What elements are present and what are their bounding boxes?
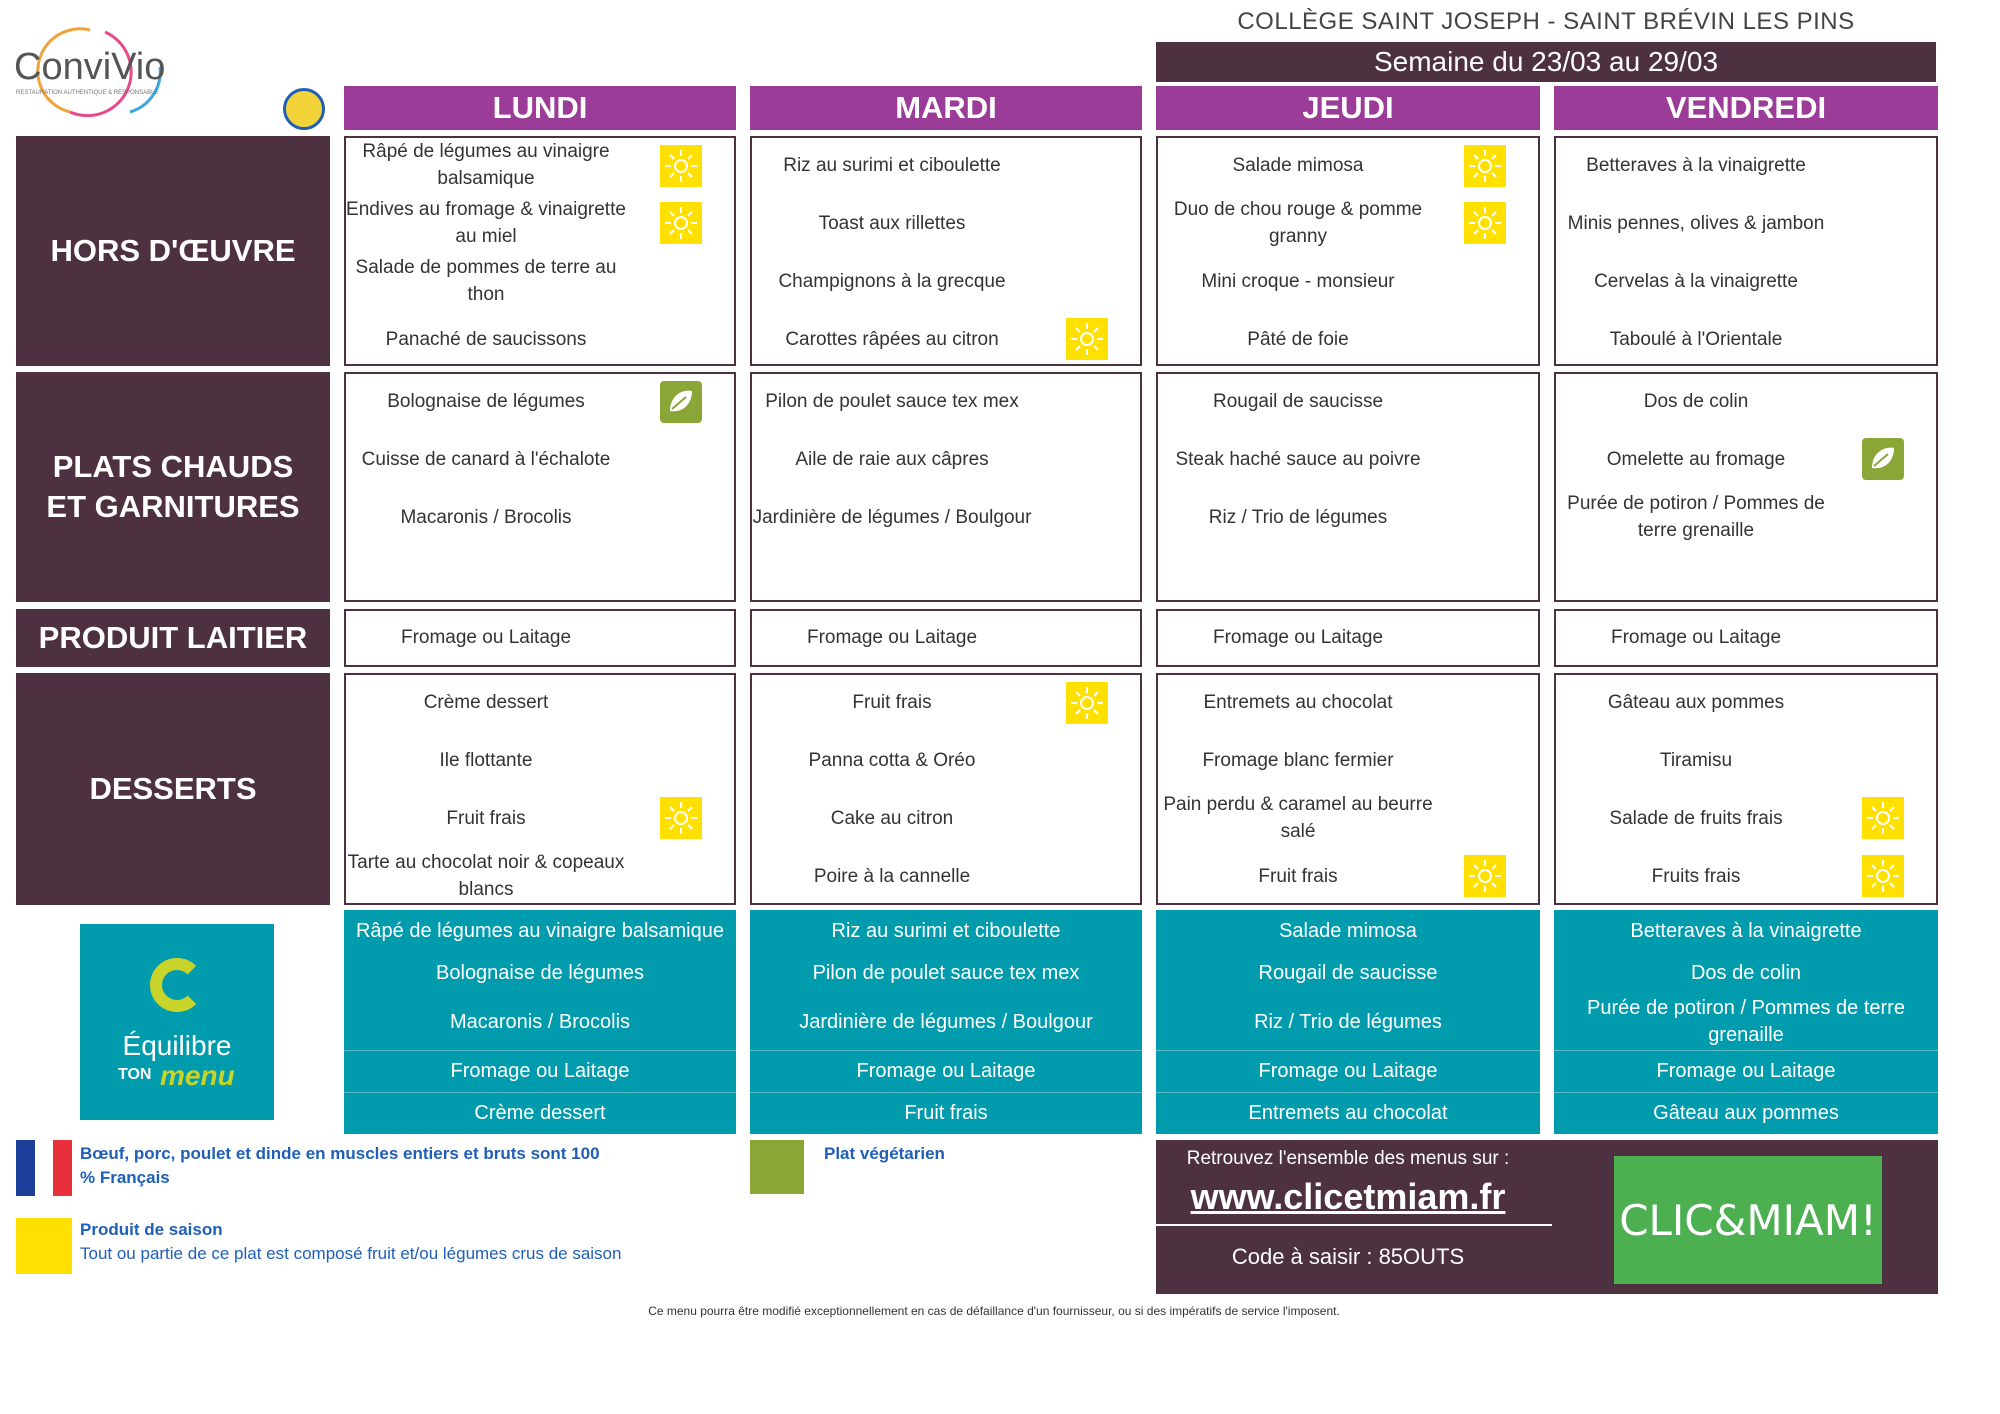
dish: Riz / Trio de légumes	[1208, 506, 1388, 528]
equilibre-label: Équilibre	[122, 1030, 232, 1061]
promo-intro: Retrouvez l'ensemble des menus sur :	[1186, 1148, 1510, 1169]
dish: Salade de fruits frais	[1609, 807, 1783, 829]
equilibre-item: Macaronis / Brocolis	[449, 1010, 631, 1033]
cell-vendredi-plats	[1554, 372, 1938, 602]
equilibre-item: Bolognaise de légumes	[436, 961, 644, 984]
dish: Fruits frais	[1651, 865, 1741, 887]
equilibre-item: Fruit frais	[904, 1101, 988, 1124]
brand-name: ConviVio	[14, 46, 166, 88]
equilibre-item: Riz au surimi et ciboulette	[831, 919, 1061, 942]
clicetmiam-promo	[1156, 1140, 1938, 1294]
dish: Betteraves à la vinaigrette	[1586, 154, 1806, 176]
equilibre-item: Entremets au chocolat	[1248, 1101, 1448, 1124]
sun-icon	[1464, 202, 1506, 244]
dish: Riz au surimi et ciboulette	[783, 154, 1001, 176]
legend-season-text: Tout ou partie de ce plat est composé fruit et/ou légumes crus de saison	[80, 1244, 622, 1263]
dish: Macaronis / Brocolis	[400, 506, 572, 528]
dish: Poire à la cannelle	[813, 865, 971, 887]
convivio-logo	[10, 12, 190, 122]
equilibre-item: Gâteau aux pommes	[1653, 1101, 1839, 1124]
day-header-vendredi: VENDREDI	[1554, 86, 1938, 130]
cell-jeudi-plats	[1156, 372, 1540, 602]
footer-disclaimer: Ce menu pourra être modifié exceptionnellement en cas de défaillance d'un fournisseur, ou si des impératifs de service l'imposent.	[648, 1304, 1340, 1318]
dish: Fromage ou Laitage	[806, 626, 978, 648]
equilibre-vendredi	[1554, 910, 1938, 1134]
sun-icon	[660, 145, 702, 187]
dish: Fruit frais	[1258, 865, 1338, 887]
dish: Champignons à la grecque	[778, 270, 1006, 292]
cell-mardi-hors	[750, 136, 1142, 366]
equilibre-menu: menu	[160, 1060, 235, 1091]
sun-icon	[1066, 682, 1108, 724]
equilibre-ton-menu-logo	[80, 924, 274, 1120]
school-name: COLLÈGE SAINT JOSEPH - SAINT BRÉVIN LES PINS	[1237, 8, 1855, 35]
dish: Pain perdu & caramel au beurre salé	[1163, 794, 1433, 842]
dish: Salade mimosa	[1232, 154, 1364, 176]
cell-vendredi-desserts	[1554, 673, 1938, 905]
dish: Cervelas à la vinaigrette	[1594, 270, 1798, 292]
cell-jeudi-laitier	[1156, 609, 1540, 667]
category-plats-chauds	[16, 372, 330, 602]
dish: Râpé de légumes au vinaigre balsamique	[362, 141, 610, 189]
leaf-icon	[1862, 438, 1904, 480]
dish: Endives au fromage & vinaigrette au miel	[346, 199, 626, 247]
leaf-icon	[750, 1140, 804, 1194]
equilibre-c-icon	[150, 958, 204, 1012]
category-hors-doeuvre: HORS D'ŒUVRE	[16, 136, 330, 366]
equilibre-item: Betteraves à la vinaigrette	[1630, 919, 1862, 942]
equilibre-mardi	[750, 910, 1142, 1134]
equilibre-item: Jardinière de légumes / Boulgour	[799, 1010, 1093, 1033]
dish: Minis pennes, olives & jambon	[1567, 212, 1825, 234]
dish: Cake au citron	[830, 807, 954, 829]
dish: Toast aux rillettes	[818, 212, 966, 234]
dish: Fruit frais	[852, 691, 932, 713]
dish: Steak haché sauce au poivre	[1175, 448, 1421, 470]
brand-tagline: RESTAURATION AUTHENTIQUE & RESPONSABLE	[16, 90, 159, 96]
equilibre-item: Salade mimosa	[1279, 919, 1417, 942]
cell-lundi-hors	[344, 136, 736, 366]
sun-icon	[1066, 318, 1108, 360]
cell-lundi-desserts	[344, 673, 736, 905]
day-header-jeudi: JEUDI	[1156, 86, 1540, 130]
equilibre-item: Fromage ou Laitage	[450, 1059, 630, 1082]
dish: Salade de pommes de terre au thon	[355, 257, 617, 305]
dish: Fromage ou Laitage	[400, 626, 572, 648]
dish: Carottes râpées au citron	[785, 328, 999, 350]
sun-icon	[16, 1218, 72, 1274]
equilibre-item: Fromage ou Laitage	[1656, 1059, 1836, 1082]
promo-url-link[interactable]: www.clicetmiam.fr	[1190, 1176, 1506, 1217]
week-banner: Semaine du 23/03 au 29/03	[1156, 42, 1936, 82]
promo-divider	[1156, 1224, 1552, 1226]
legend-vegetarian: Plat végétarien	[824, 1144, 945, 1163]
equilibre-lundi	[344, 910, 736, 1134]
dish: Tiramisu	[1659, 749, 1733, 771]
dish: Fromage blanc fermier	[1202, 749, 1394, 771]
dish: Pilon de poulet sauce tex mex	[765, 390, 1019, 412]
dish: Gâteau aux pommes	[1607, 691, 1785, 713]
dish: Omelette au fromage	[1606, 448, 1786, 470]
sun-icon	[660, 797, 702, 839]
cell-mardi-laitier	[750, 609, 1142, 667]
dish: Pâté de foie	[1247, 328, 1349, 350]
legend-origin: Bœuf, porc, poulet et dinde en muscles entiers et bruts sont 100 % Français	[80, 1144, 600, 1187]
dish: Purée de potiron / Pommes de terre grenaille	[1567, 493, 1825, 541]
equilibre-item: Fromage ou Laitage	[1258, 1059, 1438, 1082]
reseau-badge-icon	[283, 88, 325, 130]
dish: Tarte au chocolat noir & copeaux blancs	[347, 852, 625, 900]
dish: Bolognaise de légumes	[387, 390, 585, 412]
equilibre-item: Rougail de saucisse	[1258, 961, 1438, 984]
sun-icon	[1464, 145, 1506, 187]
equilibre-item: Pilon de poulet sauce tex mex	[812, 961, 1080, 984]
sun-icon	[1862, 855, 1904, 897]
clicetmiam-logo-text: CLIC&MIAM!	[1619, 1195, 1877, 1245]
promo-code: Code à saisir : 85OUTS	[1231, 1244, 1465, 1269]
dish: Mini croque - monsieur	[1201, 270, 1395, 292]
equilibre-ton: TON	[118, 1066, 152, 1083]
dish: Duo de chou rouge & pomme granny	[1173, 199, 1423, 247]
category-produit-laitier: PRODUIT LAITIER	[16, 609, 330, 667]
cell-jeudi-desserts	[1156, 673, 1540, 905]
dish: Crème dessert	[423, 691, 549, 713]
clicetmiam-logo[interactable]	[1614, 1156, 1882, 1284]
category-plats-line1: PLATS CHAUDS	[52, 448, 294, 484]
dish: Jardinière de légumes / Boulgour	[752, 506, 1032, 528]
equilibre-jeudi	[1156, 910, 1540, 1134]
equilibre-item: Purée de potiron / Pommes de terre grenaille	[1587, 997, 1905, 1046]
french-flag-icon	[16, 1140, 72, 1196]
equilibre-item: Fromage ou Laitage	[856, 1059, 1036, 1082]
dish: Panna cotta & Oréo	[808, 749, 976, 771]
dish: Panaché de saucissons	[385, 328, 587, 350]
cell-mardi-desserts	[750, 673, 1142, 905]
cell-lundi-laitier	[344, 609, 736, 667]
day-header-lundi: LUNDI	[344, 86, 736, 130]
leaf-icon	[660, 381, 702, 423]
cell-lundi-plats	[344, 372, 736, 602]
dish: Aile de raie aux câpres	[795, 448, 989, 470]
sun-icon	[660, 202, 702, 244]
equilibre-item: Riz / Trio de légumes	[1254, 1010, 1442, 1033]
dish: Fromage ou Laitage	[1610, 626, 1782, 648]
sun-icon	[1862, 797, 1904, 839]
equilibre-item: Dos de colin	[1690, 961, 1802, 984]
equilibre-item: Râpé de légumes au vinaigre balsamique	[355, 919, 724, 942]
legend-season-title: Produit de saison	[80, 1220, 223, 1239]
dish: Entremets au chocolat	[1203, 691, 1393, 713]
category-plats-line2: ET GARNITURES	[46, 489, 300, 524]
dish: Taboulé à l'Orientale	[1609, 328, 1783, 350]
cell-vendredi-laitier	[1554, 609, 1938, 667]
dish: Fromage ou Laitage	[1212, 626, 1384, 648]
cell-mardi-plats	[750, 372, 1142, 602]
equilibre-item: Crème dessert	[474, 1101, 606, 1124]
dish: Rougail de saucisse	[1212, 390, 1384, 412]
day-header-mardi: MARDI	[750, 86, 1142, 130]
dish: Ile flottante	[439, 749, 533, 771]
sun-icon	[1464, 855, 1506, 897]
dish: Fruit frais	[446, 807, 526, 829]
dish: Cuisse de canard à l'échalote	[361, 448, 611, 470]
category-desserts: DESSERTS	[16, 673, 330, 905]
cell-jeudi-hors	[1156, 136, 1540, 366]
dish: Dos de colin	[1643, 390, 1749, 412]
cell-vendredi-hors	[1554, 136, 1938, 366]
